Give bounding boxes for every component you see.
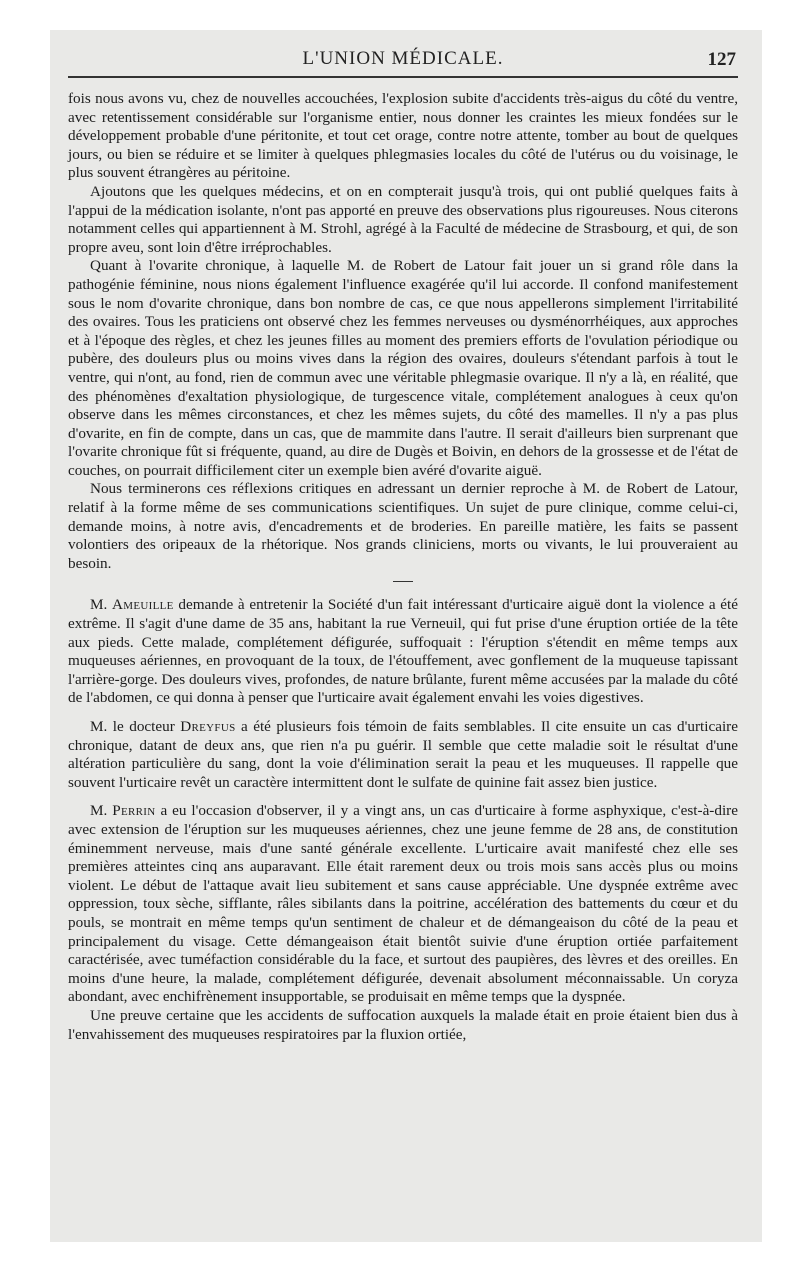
paragraph-4: Nous terminerons ces réflexions critiques en adressant un dernier reproche à M. de Robert de Latour, relatif à la forme même de ses communications scientifiques. Un sujet de pure clinique, comme celui-ci, demande moins, à notre avis, d'encadrements et de broderies. En pareille matière, les faits se passent volontiers des oripeaux de la rhétorique. Nos grands cliniciens, morts ou vivants, le lui prouveraient au besoin. [68, 480, 738, 572]
paragraph-perrin [68, 802, 738, 1007]
paragraph-text: a été plusieurs fois témoin de faits semblables. Il cite ensuite un cas d'urticaire chronique, datant de deux ans, que rien n'a pu guérir. Il semble que cette maladie soit le résultat d'une altération particulière du sang, dont la voie d'élimination serait la peau et les muqueuses. Il rappelle que souvent l'urticaire revêt un caractère intermittent dont le sulfate de quinine fait assez bien justice. [68, 718, 738, 791]
header-rule [68, 76, 738, 78]
page-header [68, 48, 738, 74]
paragraph-dreyfus [68, 718, 738, 792]
paragraph-text: demande à entretenir la Société d'un fait intéressant d'urticaire aiguë dont la violence a été extrême. Il s'agit d'une dame de 35 ans, habitant la rue Verneuil, qui fut prise d'une éruption ortiée de la tête aux pieds. Cette malade, complétement défigurée, suffoquait : l'éruption s'étendit en même temps aux muqueuses aériennes, en provoquant de la toux, de l'étouffement, avec gonflement de la muqueuse tapissant l'arrière-gorge. Des douleurs vives, profondes, de nature brûlante, furent même accusées par la malade du côté de l'abdomen, ce qui donna à penser que l'urticaire avait également envahi les voies digestives. [68, 596, 739, 707]
speaker-prefix: M. [90, 596, 113, 614]
speaker-name: Perrin [112, 802, 156, 820]
paragraph-2: Ajoutons que les quelques médecins, et on en compterait jusqu'à trois, qui ont publié quelques faits à l'appui de la médication isolante, n'ont pas apporté en preuve des observations plus rigoureuses. Nous citerons notamment celles qui appartiennent à M. Strohl, agrégé à la Faculté de médecine de Strasbourg, et qui, de son propre aveu, sont loin d'être irréprochables. [68, 182, 738, 256]
speaker-prefix: M. [90, 802, 113, 820]
paragraph-3: Quant à l'ovarite chronique, à laquelle M. de Robert de Latour fait jouer un si grand rôle dans la pathogénie féminine, nous nions également l'influence exagérée qu'il lui accorde. Il confond manifestement sous le nom d'ovarite chronique, dans bon nombre de cas, ce que nous appellerons simplement l'irritabilité des ovaires. Tous les praticiens ont observé chez les femmes nerveuses ou dysménorrhéiques, aux approches et à l'époque des règles, et chez les jeunes filles au moment des premiers efforts de l'ovulation périodique ou pubère, des douleurs plus ou moins vives dans la région des ovaires, douleurs s'étendant parfois à tout le ventre, qui n'ont, au fond, rien de commun avec une véritable phlegmasie ovarique. Il n'y a là, en réalité, que des phénomènes d'exaltation physiologique, de turgescence vitale, complétement analogues à ceux qu'on observe dans les mêmes circonstances, et chez les mêmes sujets, du côté des mamelles. Il n'y a pas plus d'ovarite, en fin de compte, dans un cas, que de mammite dans l'autre. Il serait d'ailleurs bien surprenant que l'ovarite chronique fût si fréquente, quand, au dire de Dugès et Boivin, en dehors de la grossesse et de l'état de couches, on pourrait difficilement citer un exemple bien avéré d'ovarite aiguë. [68, 257, 738, 479]
paragraph-last: Une preuve certaine que les accidents de suffocation auxquels la malade était en proie étaient bien dus à l'envahissement des muqueuses respiratoires par la fluxion ortiée, [68, 1006, 738, 1043]
paragraph-gap [68, 708, 738, 718]
running-title: L'UNION MÉDICALE. [302, 48, 504, 69]
speaker-name: Ameuille [112, 596, 174, 614]
speaker-prefix: M. le docteur [90, 718, 181, 735]
paragraph-ameuille [68, 596, 738, 708]
paragraph-gap [68, 792, 738, 802]
page-number: 127 [707, 49, 736, 70]
section-separator [393, 581, 413, 582]
speaker-name: Dreyfus [180, 718, 236, 735]
paragraph-1: fois nous avons vu, chez de nouvelles accouchées, l'explosion subite d'accidents très-aigus du côté du ventre, avec retentissement considérable sur l'organisme entier, nous donner les craintes les mieux fondées sur le développement probable d'une péritonite, et tout cet orage, contre notre attente, tomber au bout de quelques jours, ou bien se réduire et se limiter à quelques phlegmasies locales du côté de l'utérus ou du voisinage, le plus souvent étrangères au péritoine. [68, 90, 738, 182]
paragraph-text: a eu l'occasion d'observer, il y a vingt ans, un cas d'urticaire à forme asphyxique, c'est-à-dire avec extension de l'éruption sur les muqueuses aériennes, chez une jeune femme de 28 ans, de constitution éminemment nerveuse, mais d'une santé générale excellente. L'urticaire avait manifesté chez elle ses premières atteintes cinq ans auparavant. Elle était rarement deux ou trois mois sans accès plus ou moins violent. Le début de l'attaque avait lieu subitement et sans cause appréciable. Une dyspnée extrême avec oppression, toux sèche, sifflante, râles sibilants dans la poitrine, accélération des battements du cœur et du pouls, se montrait en même temps qu'un sentiment de chaleur et de démangeaison du côté de la peau et principalement du visage. Cette démangeaison était bientôt suivie d'une éruption ortiée parfaitement caractérisée, avec tuméfaction considérable du la face, et surtout des paupières, des lèvres et des oreilles. En moins d'une heure, la malade, complétement défigurée, devenait absolument méconnaissable. Un coryza abondant, avec enchifrènement insupportable, se produisait en même temps que la dyspnée. [68, 802, 738, 1006]
article-body [68, 90, 738, 1044]
